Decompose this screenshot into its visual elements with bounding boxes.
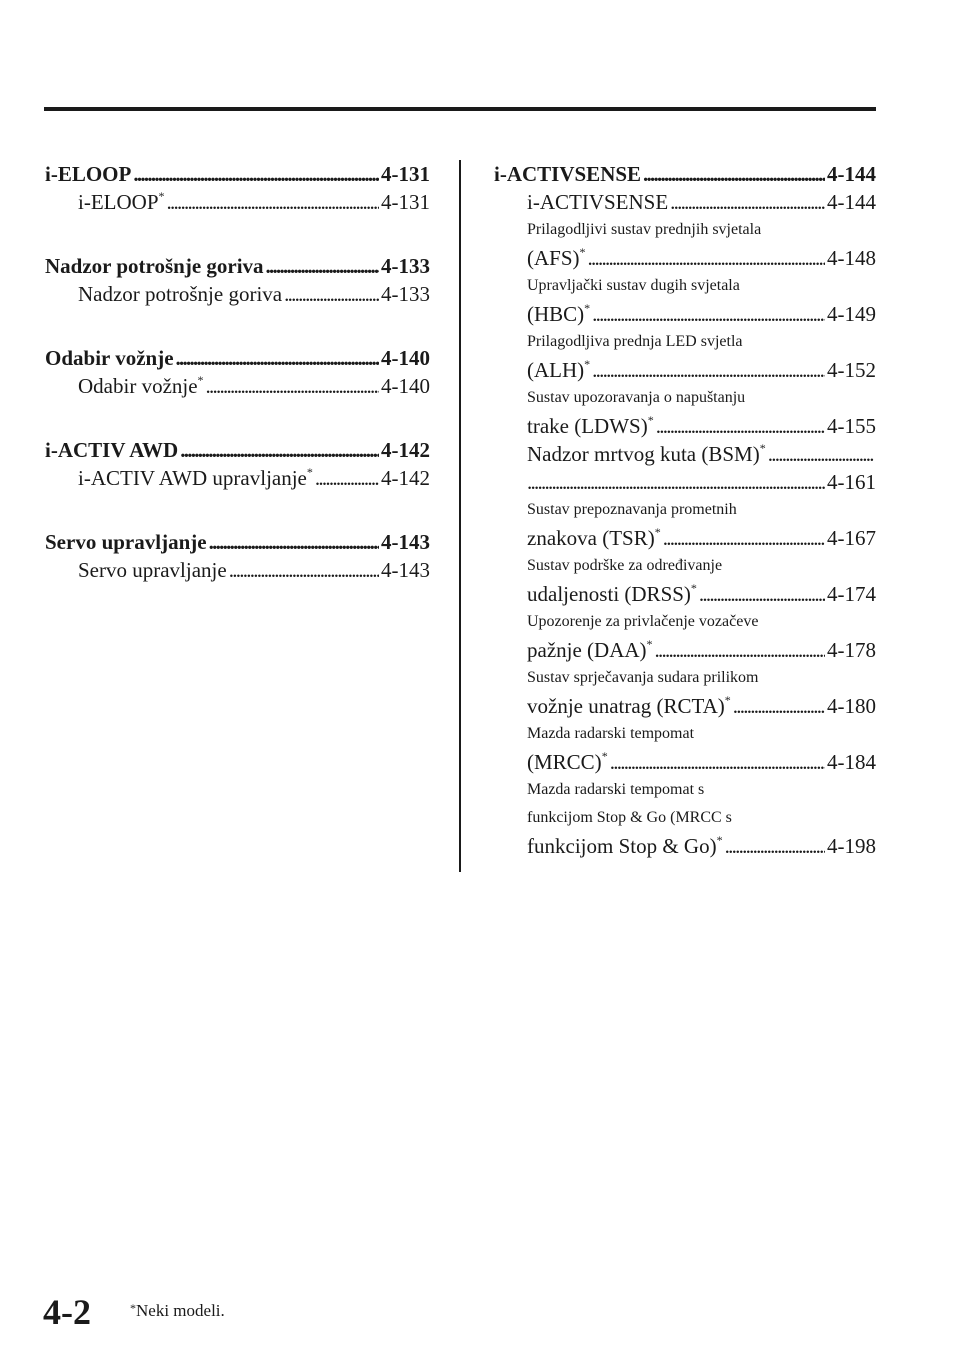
page-ref: 4-131 — [381, 190, 430, 214]
toc-section-heading[interactable]: Servo upravljanje . . . 4-143 — [45, 528, 430, 556]
toc-section — [45, 436, 430, 492]
toc-entry[interactable]: Mazda radarski tempomat s funkcijom Stop & Go (MRCC s funkcijom Stop & Go)* . . . 4-198 — [527, 776, 876, 860]
asterisk-marker: * — [306, 465, 313, 479]
page-ref: 4-140 — [381, 374, 430, 398]
toc-section-heading[interactable]: i-ELOOP . . . 4-131 — [45, 160, 430, 188]
page-number: 4-2 — [43, 1292, 91, 1332]
toc-entry[interactable]: i-ACTIVSENSE . . . 4-144 — [527, 188, 876, 216]
toc-entry[interactable]: Sustav prepoznavanja prometnih znakova (TSR)* . . . 4-167 — [527, 496, 876, 552]
page-ref: 4-152 — [827, 358, 876, 382]
header-rule — [44, 107, 876, 111]
page-ref: 4-178 — [827, 638, 876, 662]
toc-section-heading[interactable]: i-ACTIVSENSE . . . 4-144 — [494, 160, 876, 188]
toc-entry[interactable]: Sustav sprječavanja sudara prilikom vožnje unatrag (RCTA)* . . . 4-180 — [527, 664, 876, 720]
asterisk-marker: * — [716, 833, 723, 847]
asterisk-marker: * — [130, 1301, 136, 1315]
page-ref: 4-149 — [827, 302, 876, 326]
page-ref: 4-140 — [381, 346, 430, 370]
column-divider — [459, 160, 461, 872]
page-ref: 4-133 — [381, 282, 430, 306]
page-ref: 4-142 — [381, 466, 430, 490]
toc-entry[interactable]: Prilagodljivi sustav prednjih svjetala (AFS)* . . . 4-148 — [527, 216, 876, 272]
toc-entry[interactable]: Prilagodljiva prednja LED svjetla (ALH)* . . . 4-152 — [527, 328, 876, 384]
toc-entry[interactable]: Servo upravljanje . . . 4-143 — [78, 556, 430, 584]
toc-section-heading[interactable]: Odabir vožnje . . . 4-140 — [45, 344, 430, 372]
asterisk-marker: * — [584, 357, 591, 371]
page-ref: 4-143 — [381, 530, 430, 554]
asterisk-marker: * — [601, 749, 608, 763]
toc-section-heading[interactable]: i-ACTIV AWD . . . 4-142 — [45, 436, 430, 464]
asterisk-marker: * — [646, 637, 653, 651]
toc-section — [45, 528, 430, 584]
page-ref: 4-167 — [827, 526, 876, 550]
page-ref: 4-155 — [827, 414, 876, 438]
page-ref: 4-133 — [381, 254, 430, 278]
toc-entry[interactable]: Upozorenje za privlačenje vozačeve pažnje (DAA)* . . . 4-178 — [527, 608, 876, 664]
asterisk-marker: * — [197, 373, 204, 387]
asterisk-marker: * — [690, 581, 697, 595]
toc-entry[interactable]: Mazda radarski tempomat (MRCC)* . . . 4-184 — [527, 720, 876, 776]
toc-entry[interactable]: Odabir vožnje* . . . 4-140 — [78, 372, 430, 400]
toc-entry[interactable]: Nadzor potrošnje goriva . . . 4-133 — [78, 280, 430, 308]
page-ref: 4-131 — [381, 162, 430, 186]
page-ref: 4-148 — [827, 246, 876, 270]
toc-entry[interactable]: i-ACTIV AWD upravljanje* . . . 4-142 — [78, 464, 430, 492]
toc-section — [45, 160, 430, 216]
toc-section — [45, 252, 430, 308]
page-ref: 4-198 — [827, 834, 876, 858]
toc-right-column — [494, 160, 876, 860]
footnote: *Neki modeli. — [130, 1301, 225, 1320]
toc-section — [45, 344, 430, 400]
asterisk-marker: * — [579, 245, 586, 259]
page-ref: 4-184 — [827, 750, 876, 774]
toc-entry[interactable]: Nadzor mrtvog kuta (BSM)* . . . . . . 4-161 — [527, 440, 876, 496]
page-ref: 4-174 — [827, 582, 876, 606]
toc-entry[interactable]: Sustav upozoravanja o napuštanju trake (LDWS)* . . . 4-155 — [527, 384, 876, 440]
page-ref: 4-144 — [827, 162, 876, 186]
toc-entry[interactable]: Sustav podrške za određivanje udaljenosti (DRSS)* . . . 4-174 — [527, 552, 876, 608]
page-ref: 4-142 — [381, 438, 430, 462]
asterisk-marker: * — [158, 189, 165, 203]
toc-entry[interactable]: i-ELOOP* . . . 4-131 — [78, 188, 430, 216]
toc-left-column — [45, 160, 430, 584]
toc-entry[interactable]: Upravljački sustav dugih svjetala (HBC)* . . . 4-149 — [527, 272, 876, 328]
asterisk-marker: * — [647, 413, 654, 427]
page-ref: 4-161 — [827, 470, 876, 494]
page-ref: 4-180 — [827, 694, 876, 718]
asterisk-marker: * — [654, 525, 661, 539]
asterisk-marker: * — [759, 441, 766, 455]
page-ref: 4-144 — [827, 190, 876, 214]
asterisk-marker: * — [584, 301, 591, 315]
page-ref: 4-143 — [381, 558, 430, 582]
asterisk-marker: * — [724, 693, 731, 707]
toc-section-heading[interactable]: Nadzor potrošnje goriva . . . 4-133 — [45, 252, 430, 280]
